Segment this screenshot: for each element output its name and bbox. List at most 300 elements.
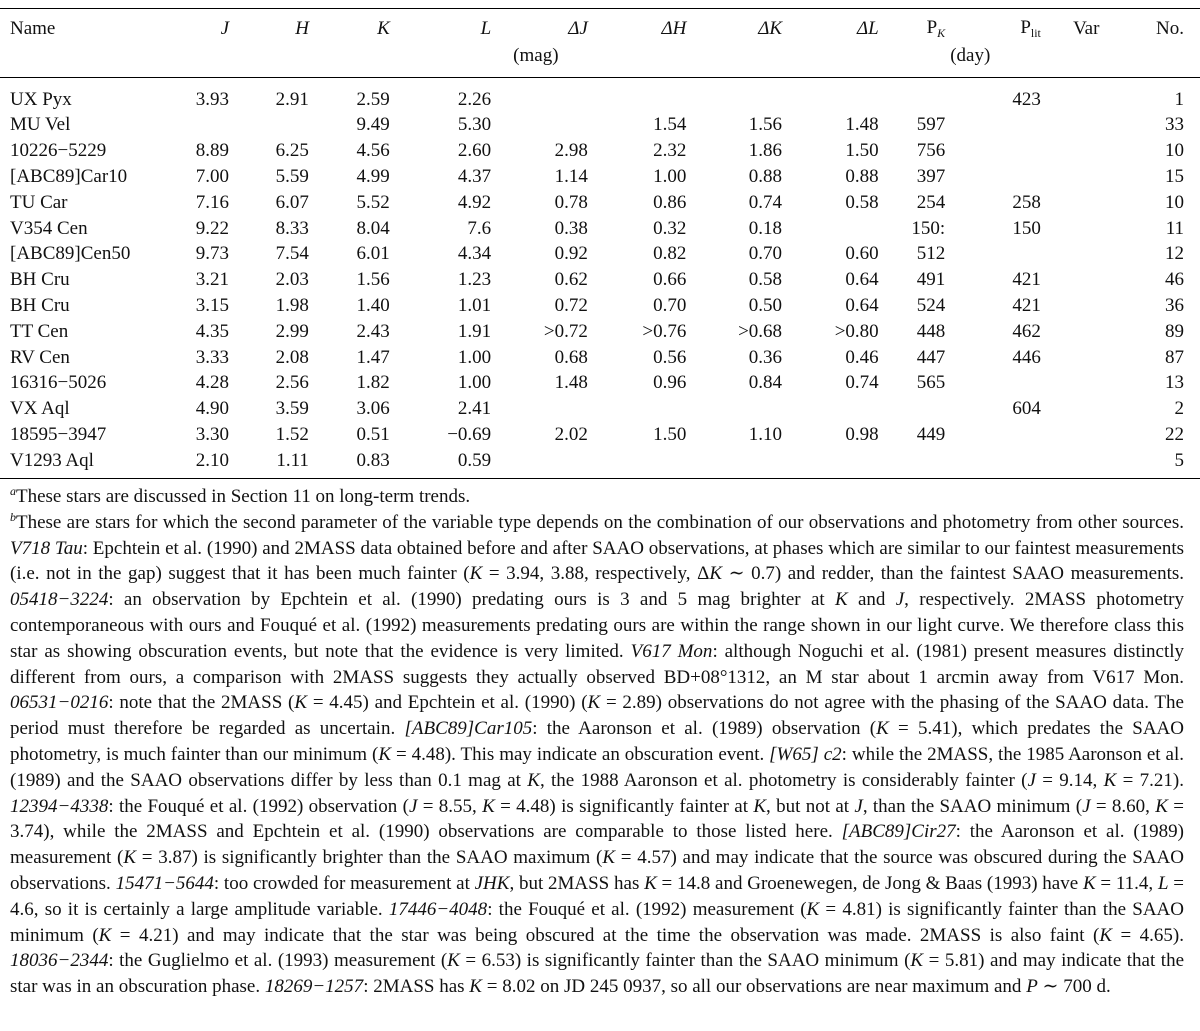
period-k: 397 — [916, 165, 946, 187]
j-mag: 4.28 — [195, 372, 230, 394]
obs-count: 11 — [1165, 217, 1184, 239]
table-row — [0, 319, 1200, 345]
star-name: RV Cen — [10, 346, 70, 368]
delta-k: 0.88 — [748, 165, 783, 187]
h-mag: 2.03 — [275, 269, 309, 291]
footnote-b-text: = 4.81) is significantly fainter than the SAAO minimum ( — [10, 898, 1184, 946]
table-row — [0, 396, 1200, 422]
k-mag: 1.40 — [356, 294, 390, 316]
k-mag: 3.06 — [356, 398, 390, 420]
h-mag: 8.33 — [275, 217, 309, 239]
obs-count: 33 — [1165, 114, 1184, 136]
footnote-b-text: , respectively. 2MASS photometry contemporaneous with ours and Fouqué et al. (1992) measurements predating ours are within the range shown in our light curve. We therefore class this star as showing obscuration events, but note that the evidence is very limited. — [10, 589, 1184, 662]
footnote-b-marker: b — [10, 509, 16, 524]
l-mag: 5.30 — [457, 114, 492, 136]
footnote-b-text: and — [847, 589, 896, 611]
h-mag: 2.91 — [275, 88, 309, 110]
j-mag: 7.00 — [195, 165, 230, 187]
table-header — [0, 9, 1200, 78]
h-mag — [229, 112, 309, 138]
table-row — [0, 138, 1200, 164]
h-mag: 5.59 — [275, 165, 309, 187]
delta-h: >0.76 — [642, 320, 687, 342]
j-mag: 8.89 — [195, 140, 230, 162]
footnote-b-italic: K — [806, 898, 820, 920]
period-k — [879, 77, 946, 112]
l-mag: 7.6 — [467, 217, 492, 239]
j-mag: 4.90 — [195, 398, 230, 420]
footnote-b-italic: K — [1103, 769, 1117, 791]
delta-j: 0.62 — [554, 269, 588, 291]
period-k — [879, 396, 946, 422]
footnote-b-text: = 9.14, — [1035, 769, 1104, 791]
col-header-delta-j: ΔJ — [568, 18, 588, 39]
obs-count: 2 — [1174, 398, 1184, 420]
j-mag: 4.35 — [195, 320, 230, 342]
h-mag: 6.07 — [275, 191, 309, 213]
delta-l: 0.64 — [845, 294, 879, 316]
var-type — [1041, 293, 1100, 319]
footnote-b-italic: K — [98, 924, 112, 946]
l-mag: 2.60 — [457, 140, 492, 162]
k-mag: 6.01 — [356, 243, 390, 265]
pk-label: P — [926, 17, 938, 38]
delta-h: 1.54 — [653, 114, 687, 136]
footnote-b-text: = 4.65). — [1112, 924, 1184, 946]
delta-h — [588, 396, 687, 422]
obs-count: 13 — [1165, 372, 1184, 394]
period-k: 448 — [916, 320, 946, 342]
footnote-b-text: : an observation by Epchtein et al. (1990) predating ours is 3 and 5 mag brighter at — [108, 589, 835, 611]
delta-k: 0.74 — [748, 191, 783, 213]
period-lit — [945, 422, 1041, 448]
period-k: 254 — [916, 191, 946, 213]
l-mag: 2.26 — [457, 88, 492, 110]
table-row — [0, 241, 1200, 267]
obs-count: 5 — [1174, 449, 1184, 471]
col-header-delta-k: ΔK — [758, 18, 783, 39]
delta-h: 0.66 — [653, 269, 687, 291]
footnote-b-italic: J — [1027, 769, 1036, 791]
delta-k: 0.18 — [748, 217, 783, 239]
star-name: [ABC89]Car10 — [10, 165, 128, 187]
var-type — [1041, 370, 1100, 396]
var-type — [1041, 319, 1100, 345]
footnote-b-text: = 4.57) and may indicate that the source was obscured during the SAAO observations. — [10, 847, 1184, 894]
j-mag: 3.15 — [195, 294, 230, 316]
footnote-b-italic: K — [469, 563, 483, 585]
footnote-b — [10, 510, 1184, 1000]
delta-j: 0.68 — [554, 346, 588, 368]
table-row — [0, 164, 1200, 190]
pk-subscript: K — [937, 26, 946, 40]
k-mag: 2.43 — [356, 320, 390, 342]
obs-count: 89 — [1165, 320, 1184, 342]
obs-count: 22 — [1165, 423, 1184, 445]
k-mag: 1.82 — [356, 372, 390, 394]
header-units-row — [0, 43, 1200, 77]
delta-j — [491, 396, 588, 422]
delta-k — [686, 448, 782, 478]
star-name: MU Vel — [10, 114, 71, 136]
table-row — [0, 190, 1200, 216]
delta-h — [588, 448, 687, 478]
h-mag: 2.08 — [275, 346, 309, 368]
col-header-j: J — [220, 18, 230, 39]
delta-l: 0.88 — [845, 165, 879, 187]
table-row — [0, 422, 1200, 448]
footnote-b-italic: J — [895, 589, 905, 611]
table-row — [0, 345, 1200, 371]
j-mag: 3.21 — [195, 269, 230, 291]
delta-j — [491, 448, 588, 478]
col-header-delta-l: ΔL — [856, 18, 879, 39]
delta-j: 1.14 — [554, 165, 588, 187]
footnote-b-italic: K — [1082, 872, 1096, 894]
plit-subscript: lit — [1030, 26, 1041, 40]
period-k: 449 — [916, 423, 946, 445]
footnote-b-text: = 5.81) and may indicate that the star was in an obscuration phase. — [10, 950, 1184, 998]
obs-count: 87 — [1165, 346, 1184, 368]
obs-count: 15 — [1165, 165, 1184, 187]
plit-label: P — [1020, 17, 1031, 38]
delta-l: 0.60 — [845, 243, 879, 265]
period-lit: 462 — [1012, 320, 1041, 342]
var-type — [1041, 190, 1100, 216]
delta-k: 0.58 — [748, 269, 783, 291]
footnote-b-text: = 11.4, — [1095, 872, 1158, 894]
period-lit: 421 — [1012, 294, 1041, 316]
k-mag: 9.49 — [356, 114, 390, 136]
k-mag: 4.56 — [356, 140, 390, 162]
footnote-b-text: = 8.55, — [417, 795, 483, 817]
var-type — [1041, 345, 1100, 371]
table-row — [0, 77, 1200, 112]
k-mag: 4.99 — [356, 165, 390, 187]
obs-count: 10 — [1165, 191, 1184, 213]
data-table — [0, 8, 1200, 479]
footnote-b-text: = 2.89) observations do not agree with the phasing of the SAAO data. The period must therefore be regarded as uncertain. — [10, 692, 1184, 740]
footnote-b-text: : 2MASS has — [363, 976, 470, 998]
period-lit — [945, 112, 1041, 138]
delta-h: 0.86 — [653, 191, 687, 213]
footnote-b-italic: K — [753, 795, 767, 817]
delta-k — [686, 77, 782, 112]
delta-l: 0.64 — [845, 269, 879, 291]
period-k: 597 — [916, 114, 946, 136]
j-mag: 7.16 — [195, 191, 230, 213]
col-header-k: K — [377, 18, 390, 39]
footnote-b-text: : the Fouqué et al. (1992) measurement ( — [487, 898, 807, 920]
delta-j — [491, 77, 588, 112]
footnote-b-italic: 15471−5644 — [115, 872, 214, 894]
footnote-b-text: = 3.74), while the 2MASS and Epchtein et al. (1990) observations are comparable to those listed here. — [10, 795, 1184, 843]
l-mag: 4.37 — [457, 165, 492, 187]
h-mag: 1.11 — [276, 449, 309, 471]
period-k: 756 — [916, 140, 946, 162]
var-type — [1041, 216, 1100, 242]
col-header-var: Var — [1073, 18, 1100, 39]
footnote-b-text: These are stars for which the second parameter of the variable type depends on the combination of our observations and photometry from other sources. — [16, 511, 1184, 533]
star-name: UX Pyx — [10, 88, 72, 110]
delta-h: 0.56 — [653, 346, 687, 368]
h-mag: 2.56 — [275, 372, 309, 394]
period-k: 524 — [916, 294, 946, 316]
j-mag: 9.22 — [195, 217, 230, 239]
footnote-b-italic: 18036−2344 — [10, 950, 109, 972]
obs-count: 46 — [1165, 269, 1184, 291]
delta-k: >0.68 — [738, 320, 783, 342]
header-row — [0, 9, 1200, 43]
delta-l — [782, 216, 879, 242]
footnote-b-italic: 05418−3224 — [10, 589, 109, 611]
mag-unit-label: (mag) — [513, 44, 559, 66]
footnote-b-italic: J — [408, 795, 418, 817]
footnote-b-text: = 4.45) and Epchtein et al. (1990) ( — [307, 692, 588, 714]
delta-l: 1.50 — [845, 140, 879, 162]
footnote-b-text: ∼ 0.7) and redder, than the faintest SAAO measurements. — [722, 563, 1184, 585]
footnote-b-text: = 3.94, 3.88, respectively, Δ — [482, 563, 710, 585]
footnote-b-italic: K — [910, 950, 924, 972]
footnote-b-text: = 4.48) is significantly fainter at — [494, 795, 754, 817]
period-k: 565 — [916, 372, 946, 394]
footnote-b-italic: K — [527, 769, 540, 791]
period-k — [879, 448, 946, 478]
k-mag: 2.59 — [356, 88, 390, 110]
footnote-b-text: : Epchtein et al. (1990) and 2MASS data obtained before and after SAAO observations, at phases which are similar to our faintest measurements (i.e. not in the gap) suggest that it has been much fainter ( — [10, 537, 1184, 585]
col-header-plit — [945, 9, 1041, 43]
star-name: V1293 Aql — [10, 449, 94, 471]
j-mag — [144, 112, 229, 138]
delta-j: >0.72 — [543, 320, 588, 342]
h-mag: 3.59 — [275, 398, 309, 420]
delta-l: 0.58 — [845, 191, 879, 213]
footnote-b-text: : while the 2MASS, the 1985 Aaronson et al. (1989) and the SAAO observations differ by less than 0.1 mag at — [10, 743, 1184, 791]
l-mag: 1.00 — [457, 346, 492, 368]
star-name: TT Cen — [10, 320, 69, 342]
star-name: 16316−5026 — [10, 372, 107, 394]
footnote-b-italic: J — [854, 795, 863, 817]
footnote-b-text: : too crowded for measurement at — [213, 872, 475, 894]
footnote-a-marker: a — [10, 484, 16, 498]
k-mag: 0.51 — [356, 423, 390, 445]
table-row — [0, 370, 1200, 396]
footnote-b-italic: J — [1082, 795, 1091, 817]
k-mag: 1.56 — [356, 269, 390, 291]
footnote-b-italic: K — [709, 563, 723, 585]
delta-j: 0.78 — [554, 191, 588, 213]
footnote-b-italic: K — [482, 795, 495, 817]
h-mag: 1.98 — [275, 294, 309, 316]
delta-j — [491, 112, 588, 138]
footnote-b-text: : the Aaronson et al. (1989) measurement ( — [10, 821, 1184, 869]
delta-l — [782, 448, 879, 478]
table-row — [0, 293, 1200, 319]
footnote-b-italic: P — [1026, 976, 1038, 998]
footnote-b-italic: K — [294, 692, 308, 714]
footnote-b-text: = 3.87) is significantly brighter than the SAAO maximum ( — [136, 847, 603, 869]
footnote-b-italic: K — [469, 976, 482, 998]
footnote-b-italic: 17446−4048 — [388, 898, 488, 920]
footnote-b-italic: K — [123, 847, 137, 869]
period-lit — [945, 164, 1041, 190]
footnote-b-italic: V718 Tau — [10, 537, 83, 559]
star-name: BH Cru — [10, 269, 70, 291]
obs-count: 10 — [1165, 140, 1184, 162]
footnote-b-text: ∼ 700 d. — [1037, 976, 1111, 998]
delta-h: 0.82 — [653, 243, 687, 265]
delta-j: 2.02 — [554, 423, 588, 445]
h-mag: 6.25 — [275, 140, 309, 162]
delta-j: 1.48 — [554, 372, 588, 394]
var-type — [1041, 241, 1100, 267]
obs-count: 36 — [1165, 294, 1184, 316]
delta-k: 1.86 — [748, 140, 783, 162]
star-name: [ABC89]Cen50 — [10, 243, 131, 265]
footnote-b-text: : although Noguchi et al. (1981) present measures distinctly different from ours, a comparison with 2MASS suggests they actually observed BD+08°1312, an M star about 1 arcmin away from V617 Mon. — [10, 640, 1184, 688]
delta-k: 1.10 — [748, 423, 783, 445]
footnote-b-italic: K — [1099, 924, 1113, 946]
delta-l: >0.80 — [834, 320, 879, 342]
delta-k: 0.84 — [748, 372, 783, 394]
var-type — [1041, 112, 1100, 138]
delta-l: 1.48 — [845, 114, 879, 136]
delta-h: 0.70 — [653, 294, 687, 316]
table-body — [0, 77, 1200, 478]
h-mag: 7.54 — [275, 243, 309, 265]
star-name: TU Car — [10, 191, 68, 213]
delta-h: 0.32 — [653, 217, 687, 239]
l-mag: 1.91 — [457, 320, 492, 342]
footnote-b-text: = 4.6, so it is certainly a large amplitude variable. — [10, 872, 1184, 920]
var-type — [1041, 448, 1100, 478]
footnote-b-italic: V617 Mon — [630, 640, 713, 662]
l-mag: 1.00 — [457, 372, 492, 394]
footnote-b-text: , than the SAAO minimum ( — [862, 795, 1083, 817]
footnote-b-text: , but not at — [766, 795, 855, 817]
var-type — [1041, 396, 1100, 422]
period-lit: 421 — [1012, 269, 1041, 291]
col-header-h: H — [295, 18, 309, 39]
footnote-b-text: = 4.48). This may indicate an obscuration event. — [391, 743, 770, 765]
footnote-b-text: = 5.41), which predates the SAAO photometry, is much fainter than our minimum ( — [10, 718, 1185, 765]
k-mag: 5.52 — [356, 191, 390, 213]
footnote-a-text: These stars are discussed in Section 11 on long-term trends. — [16, 486, 471, 507]
table-row — [0, 267, 1200, 293]
j-mag: 3.30 — [195, 423, 230, 445]
l-mag: 4.92 — [457, 191, 492, 213]
l-mag: 0.59 — [457, 449, 492, 471]
footnote-b-text: : the Aaronson et al. (1989) observation ( — [532, 718, 877, 740]
footnote-b-text: : the Fouqué et al. (1992) observation ( — [108, 795, 409, 817]
h-mag: 2.99 — [275, 320, 309, 342]
footnote-b-italic: 12394−4338 — [10, 795, 109, 817]
delta-j: 0.72 — [554, 294, 588, 316]
footnote-b-italic: K — [587, 692, 601, 714]
day-unit-label: (day) — [950, 44, 991, 66]
period-lit: 446 — [1012, 346, 1041, 368]
delta-j: 0.92 — [554, 243, 588, 265]
footnotes — [10, 484, 1184, 1000]
period-k: 491 — [916, 269, 946, 291]
footnote-b-italic: 18269−1257 — [264, 976, 364, 998]
period-lit: 150 — [1012, 217, 1041, 239]
k-mag: 1.47 — [356, 346, 390, 368]
delta-h — [588, 77, 687, 112]
footnote-b-text: : the Guglielmo et al. (1993) measurement ( — [108, 950, 448, 972]
footnote-b-italic: K — [602, 847, 616, 869]
footnote-b-text: = 8.60, — [1090, 795, 1156, 817]
footnote-b-text: , but 2MASS has — [509, 872, 645, 894]
footnote-b-italic: 06531−0216 — [10, 692, 109, 714]
table-row — [0, 112, 1200, 138]
obs-count: 12 — [1165, 243, 1184, 265]
delta-j: 0.38 — [554, 217, 588, 239]
period-k: 512 — [916, 243, 946, 265]
period-lit — [945, 138, 1041, 164]
footnote-a — [10, 484, 1184, 510]
footnote-b-text: = 14.8 and Groenewegen, de Jong & Baas (1993) have — [656, 872, 1083, 894]
star-name: 18595−3947 — [10, 423, 107, 445]
j-mag: 2.10 — [195, 449, 230, 471]
j-mag: 3.33 — [195, 346, 230, 368]
footnote-b-italic: K — [1155, 795, 1168, 817]
star-name: 10226−5229 — [10, 140, 107, 162]
delta-h: 0.96 — [653, 372, 687, 394]
col-header-pk — [879, 9, 946, 43]
table-row — [0, 448, 1200, 478]
delta-l: 0.46 — [845, 346, 879, 368]
h-mag: 1.52 — [275, 423, 309, 445]
footnote-b-italic: K — [378, 743, 392, 765]
col-header-name: Name — [10, 18, 56, 39]
obs-count: 1 — [1174, 88, 1184, 110]
delta-j: 2.98 — [554, 140, 588, 162]
period-lit — [945, 370, 1041, 396]
delta-l — [782, 396, 879, 422]
footnote-b-italic: JHK — [474, 872, 510, 894]
footnote-b-italic: K — [644, 872, 657, 894]
period-lit: 258 — [1012, 191, 1041, 213]
star-name: VX Aql — [10, 398, 70, 420]
delta-l: 0.98 — [845, 423, 879, 445]
l-mag: −0.69 — [447, 423, 492, 445]
footnote-b-text: , the 1988 Aaronson et al. photometry is considerably fainter ( — [539, 769, 1028, 791]
footnote-b-text: = 7.21). — [1116, 769, 1185, 791]
l-mag: 1.23 — [457, 269, 492, 291]
col-header-l: L — [480, 18, 492, 39]
k-mag: 0.83 — [356, 449, 390, 471]
footnote-b-text: = 4.21) and may indicate that the star was being obscured at the time the observation was made. 2MASS is also faint ( — [111, 924, 1100, 946]
footnote-b-text: = 8.02 on JD 245 0937, so all our observations are near maximum and — [481, 976, 1027, 998]
l-mag: 2.41 — [457, 398, 492, 420]
var-type — [1041, 77, 1100, 112]
period-lit: 423 — [1012, 88, 1041, 110]
period-k: 150: — [911, 217, 946, 239]
footnote-b-italic: [W65] c2 — [769, 743, 842, 765]
j-mag: 3.93 — [195, 88, 230, 110]
col-header-delta-h: ΔH — [661, 18, 687, 39]
period-k: 447 — [916, 346, 946, 368]
delta-l: 0.74 — [845, 372, 879, 394]
delta-k: 0.70 — [748, 243, 783, 265]
delta-h: 2.32 — [653, 140, 687, 162]
delta-k: 0.36 — [748, 346, 783, 368]
footnote-b-italic: [ABC89]Car105 — [404, 718, 533, 740]
l-mag: 4.34 — [457, 243, 492, 265]
footnote-b-text: = 6.53) is significantly fainter than the SAAO minimum ( — [459, 950, 911, 972]
col-header-no: No. — [1156, 18, 1184, 39]
